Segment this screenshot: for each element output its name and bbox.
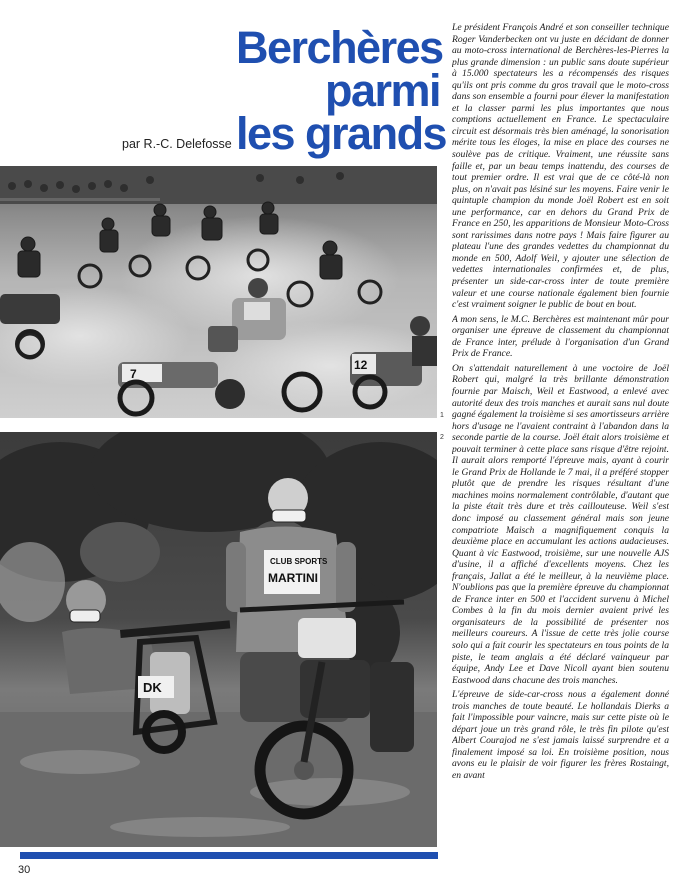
photo-sidecar-team-image — [0, 432, 437, 847]
page-number: 30 — [18, 864, 31, 876]
byline: par R.-C. Delefosse — [122, 137, 232, 151]
paragraph-2: A mon sens, le M.C. Berchères est maintenant mûr pour organiser une épreuve de classement du championnat de France inter, prélude à l'organisation d'un Grand Prix de France. — [452, 313, 669, 360]
paragraph-3: On s'attendait naturellement à une voctoire de Joël Robert qui, malgré la très brillante démonstration fournie par Maisch, Weil et Eastwood, a enlevé avec autorité deux des trois manches et aurait sans nul doute gagné également la troisième si ses amortisseurs arrière hors d'usage ne l'avaient contraint à l'abandon dans la seconde partie de la course. Joël était alors troisième et pouvait terminer à cette place sans risque d'être rejoint. Il aurait alors remporté l'épreuve mais, ayant à courir le Grand Prix de Hollande le 7 mai, il a préféré stopper plutôt que de prendre les risques résultant d'une machines moins normalement contrôlable, d'autant que la piste était très dure et très caillouteuse. Weil s'est donc imposé au classement général mais son jeune compatriote Maisch a magnifiquement conquis la deuxième place en accumulant les actions audacieuses. Quant à vic Eastwood, troisième, sur une nouvelle AJS d'usine, il a affiché d'excellents moyens. Chez les français, Jallat a été le meilleur, à la neuvième place. N'oublions pas que la première épreuve du championnat de France inter en 500 et l'accident survenu à Michel Combes à la fin du mois dernier avaient privé les organisateurs de la possibilité de présenter nos meilleurs coureurs. A l'issue de cette très jolie course solo qui a fait courir les spectateurs en tous points de la piste, le team anglais a été déclaré vainqueur par équipe, Andy Lee et Dave Nicoll ayant bien soutenu Eastwood dans chacune des trois manches. — [452, 362, 669, 686]
article-title — [236, 22, 447, 159]
photo-sidecar-race-image — [0, 166, 437, 418]
photo-number-2: 2 — [440, 434, 444, 441]
sidecar-plate-dk: DK — [143, 680, 162, 695]
photo-sidecar-race — [0, 166, 437, 418]
title-line-2: parmi — [324, 65, 440, 116]
bib-line-1: CLUB SPORTS — [270, 557, 328, 566]
paragraph-1: Le président François André et son conseiller technique Roger Vanderbecken ont vu juste en décidant de donner au moto-cross international de Berchères-les-Pierres la plus grande dimension : un public sans doute supérieur à 15.000 spectateurs les a récompensés des risques qu'ils ont pris comme du gros travail que le moto-cross dans son ensemble a fourni pour élever la manifestation et la classer parmi les plus importantes que nous comptions actuellement en France. Le spectaculaire circuit est désormais très bien aménagé, la sonorisation mérite tous les éloges, la mise en place des courses ne soulève pas de critique. Vraiment, une réussite sans faille et, par un beau temps inattendu, des courses de tout premier ordre. Il est vrai que de ce côté-là non plus, on n'avait pas lésiné sur les moyens. Faire venir le quintuple champion du monde Joël Robert est en soit une performance, car en dehors du Grand Prix de France en 250, les apparitions de Monsieur Moto-Cross sont rarissimes dans notre pays ! Mais faire figurer au plateau l'une des grandes vedettes du championnat du monde en 500, Adolf Weil, y ajouter une sélection de vedettes internationales confirmées et, de plus, présenter un side-car-cross inter de toute première valeur et une course nationale également bien fournie c'est vraiment soigner le public de bout en bout. — [452, 22, 669, 311]
bib-line-2: MARTINI — [268, 571, 318, 585]
sidecar-number-12: 12 — [354, 358, 368, 372]
title-line-1: Berchères — [236, 22, 443, 73]
paragraph-4: L'épreuve de side-car-cross nous a également donné trois manches de toute beauté. Le hollandais Dierks a fait l'impossible pour vaincre, mais sur cette piste où le départ joue un très grand rôle, le très fin pilote qu'est Albert Courajod ne s'est jamais laissé surprendre et a finalement imposé sa loi. En troisième position, nous avons eu le plaisir de voir figurer les frères Rostaingt, en avant — [452, 689, 669, 781]
sidecar-number-7: 7 — [130, 367, 137, 381]
article-body — [452, 22, 669, 862]
photo-sidecar-team — [0, 432, 437, 847]
photo-number-1: 1 — [440, 412, 444, 419]
footer-accent-bar — [20, 852, 438, 859]
title-line-3: les grands — [236, 108, 447, 159]
